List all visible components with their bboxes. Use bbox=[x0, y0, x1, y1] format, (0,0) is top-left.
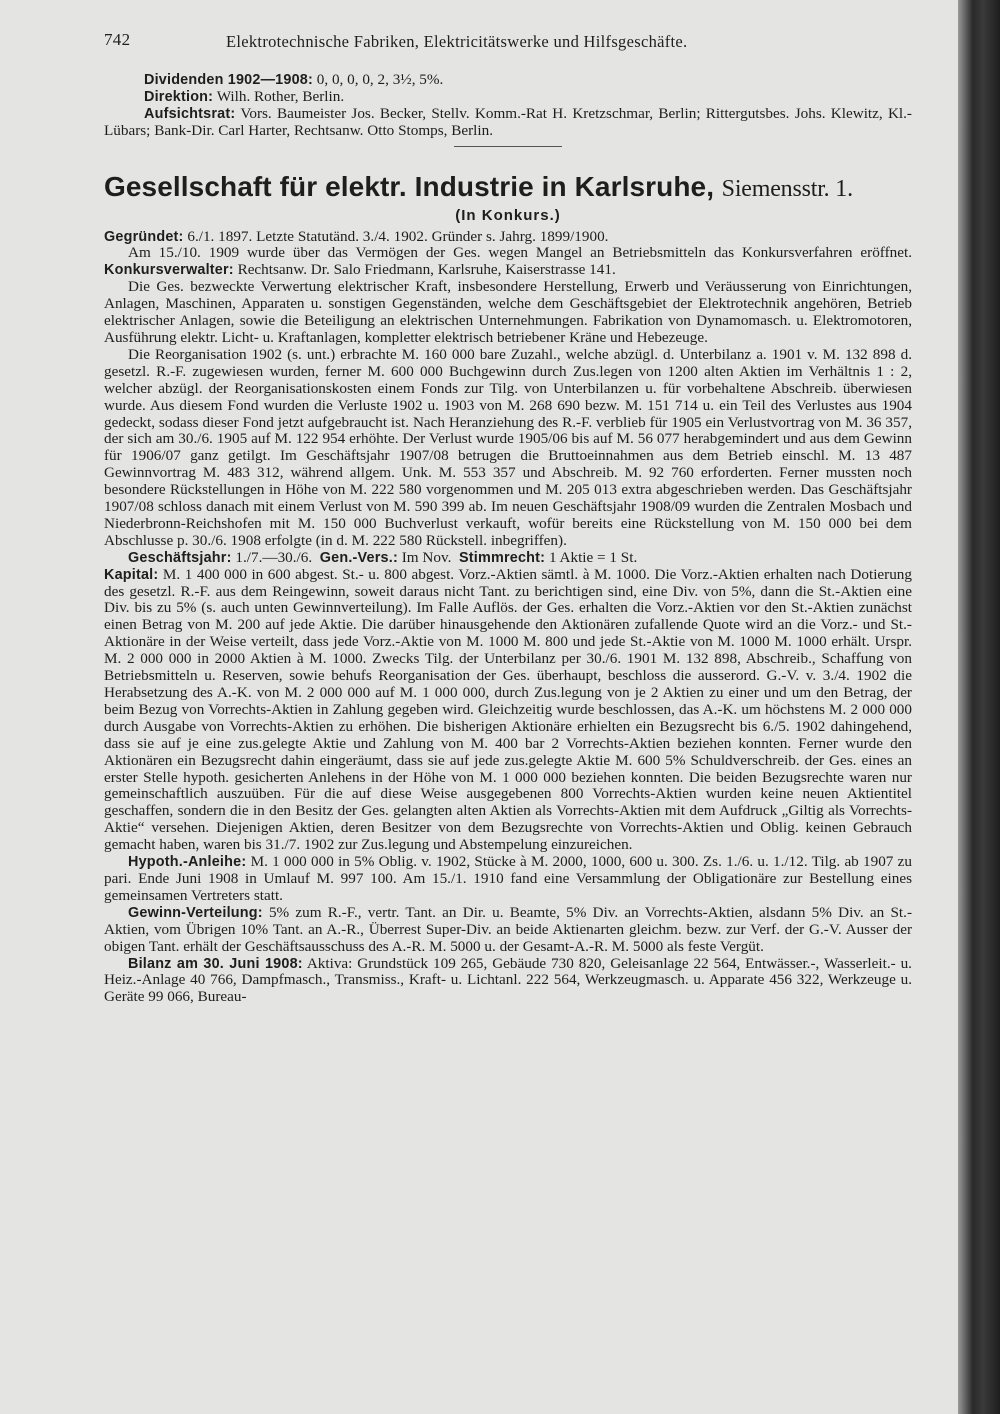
prev-aufsichtsrat bbox=[104, 106, 912, 140]
gewinn-label: Gewinn-Verteilung: bbox=[128, 904, 263, 921]
geschaeftsjahr-label: Geschäftsjahr: bbox=[128, 549, 232, 566]
dividenden-value: 0, 0, 0, 0, 2, 3½, 5%. bbox=[316, 71, 444, 88]
konkursverwalter-label: Konkursverwalter: bbox=[104, 262, 234, 279]
page-number: 742 bbox=[104, 30, 131, 49]
direktion-value: Wilh. Rother, Berlin. bbox=[216, 87, 345, 105]
company-name: Gesellschaft für elektr. Industrie in Karlsruhe, bbox=[104, 170, 715, 202]
gegruendet-label: Gegründet: bbox=[104, 228, 184, 245]
gewinn-paragraph bbox=[104, 905, 912, 956]
gewinn-text: 5% zum R.-F., vertr. Tant. an Dir. u. Beamte, 5% Div. an Vorrechts-Aktien, alsdann 5% Div. an St.-Aktien, vom Übrigen 10% Tant. an A.-R., Überrest Super-Div. an beide Aktienarten gleichm. bezw. zur Verf. der G.-V. Ausser der obigen Tant. erhält der Geschäftsausschuss des A.-R. M. 5000 u. der Gesamt-A.-R. M. 5000 als feste Vergüt. bbox=[104, 903, 912, 955]
text-column bbox=[104, 28, 912, 1006]
genvers-value: Im Nov. bbox=[401, 548, 452, 566]
dividenden-label: Dividenden 1902—1908: bbox=[144, 72, 313, 88]
aufsichtsrat-label: Aufsichtsrat: bbox=[144, 105, 236, 122]
company-address: Siemensstr. 1. bbox=[721, 175, 853, 202]
aufsichtsrat-value: Vors. Baumeister Jos. Becker, Stellv. Komm.-Rat H. Kretzschmar, Berlin; Rittergutsbes. Johs. Klewitz, Kl.-Lübars; Bank-Dir. Carl Harter, Rechtsanw. Otto Stomps, Berlin. bbox=[104, 104, 912, 139]
company-status: (In Konkurs.) bbox=[455, 206, 561, 224]
bilanz-paragraph bbox=[104, 956, 912, 1007]
running-header bbox=[104, 28, 912, 56]
bilanz-label: Bilanz am 30. Juni 1908: bbox=[128, 955, 303, 972]
kapital-text: M. 1 400 000 in 600 abgest. St.- u. 800 abgest. Vorz.-Aktien sämtl. à M. 1000. Die Vorz.-Aktien erhalten nach Dotierung des gesetzl. R.-F. aus dem Reingewinn, soweit daraus nicht Tant. zu berichtigen sind, eine Div. von 5%, dann die St.-Aktien eine Div. bis zu 5% (s. auch unten Gewinnverteilung). Im Falle Auflös. der Ges. erhalten die Vorz.-Aktien vor den St.-Aktien zunächst einen Betrag von M. 200 auf jede Aktie. Die darüber hinausgehende den Aktionären zufallende Quote wird an die Vorz.- und St.-Aktionäre in der Weise verteilt, dass jede Vorz.-Aktie von M. 1000 M. 800 und jede St.-Aktie von M. 1000 M. 1000 erhält. Urspr. M. 2 000 000 in 2000 Aktien à M. 1000. Zwecks Tilg. der Unterbilanz per 30./6. 1901 M. 132 898, Abschreib., Schaffung von Betriebsmitteln u. Reserven, sowie behufs Reorganisation der Ges. überhaupt, beschloss die ausserord. G.-V. v. 3./4. 1902 die Herabsetzung des A.-K. von M. 2 000 000 auf M. 1 000 000, durch Zus.legung von je 2 Aktien zu einer und um den Betrag, der beim Bezug von Vorrechts-Aktien in Zahlung gegeben wird. Gleichzeitig wurde beschlossen, das A.-K. um höchstens M. 2 000 000 durch Ausgabe von Vorrechts-Aktien zu erhöhen. Die bisherigen Aktionäre erhielten ein Bezugsrecht bis 6./5. 1902 dahingehend, dass sie auf je eine zus.gelegte Aktie und Zahlung von M. 400 bar 2 Vorrechts-Aktien beziehen konnten. Ferner wurde den Aktionären ein Bezugsrecht dahin eingeräumt, dass sie auf jede zus.gelegte Aktie M. 600 5% Schuldverschreib. der Ges. eines an erster Stelle hypoth. gesicherten Anlehens in der Höhe von M. 1 000 000 beziehen konnten. Die beiden Bezugsrechte waren nur gemeinschaftlich auszuüben. Für die auf diese Weise ausgegebenen 800 Vorrechts-Aktien wurden keine neuen Aktientitel geschaffen, sondern die in den Besitz der Ges. gelangten alten Aktien als Vorrechts-Aktien mit dem Aufdruck „Giltig als Vorrechts-Aktie“ versehen. Diejenigen Aktien, deren Besitzer von dem Bezugsrechte von Vorrechts-Aktien und Oblig. keinen Gebrauch gemacht haben, waren bis 31./7. 1902 zur Zus.legung und Abstempelung einzureichen. bbox=[104, 565, 912, 854]
kapital-paragraph bbox=[104, 567, 912, 854]
book-binding-edge bbox=[958, 0, 1000, 1414]
company-heading bbox=[104, 169, 912, 206]
geschaeftsjahr-value: 1./7.—30./6. bbox=[235, 548, 313, 566]
bilanz-text: Aktiva: Grundstück 109 265, Gebäude 730 820, Geleisanlage 22 564, Entwässer.-, Wasserleit.- u. Heiz.-Anlage 40 766, Dampfmasch., Transmiss., Kraft- u. Lichtanl. 222 564, Werkzeugmasch. u. Apparate 456 322, Werkzeuge u. Geräte 99 066, Bureau- bbox=[104, 954, 912, 1006]
gegruendet-line bbox=[104, 229, 912, 246]
zweck-paragraph: Die Ges. bezweckte Verwertung elektrischer Kraft, insbesondere Herstellung, Erwerb und Veräusserung von Einrichtungen, Anlagen, Maschinen, Apparaten u. sonstigen Gegenständen, welche dem Geschäftsgebiet der Elektrotechnik angehören, Betrieb elektrischer Anlagen, sowie die Beteiligung an elektrischen Unternehmungen. Fabrikation von Dynamomasch. u. Elektromotoren, Ausführung elektr. Licht- u. Kraftanlagen, kompletter elektrisch betriebener Kräne und Hebezeuge. bbox=[104, 278, 912, 346]
reorganisation-paragraph: Die Reorganisation 1902 (s. unt.) erbrachte M. 160 000 bare Zuzahl., welche abzügl. d. Unterbilanz a. 1901 v. M. 132 898 d. gesetzl. R.-F. zugewiesen wurden, ferner M. 600 000 Buchgewinn durch Zus.legen von 1200 alten Aktien im Verhältnis 1 : 2, welcher abzügl. der Reorganisationskosten einem Fonds zur Tilg. von Unterbilanzen u. für vorbehaltene Abschreib. überwiesen wurde. Aus diesem Fond wurden die Verluste 1902 u. 1903 von M. 268 690 bezw. M. 151 714 u. ein Teil des Verlustes aus 1904 gedeckt, sodass dieser Fond jetzt aufgebraucht ist. Nach Heranziehung des R.-F. verblieb für 1905 ein Verlustvortrag von M. 36 357, der sich am 30./6. 1905 auf M. 122 954 erhöhte. Der Verlust wurde 1905/06 bis auf M. 56 077 herabgemindert und aus dem Gewinn für 1906/07 ganz getilgt. Im Geschäftsjahr 1907/08 betrugen die Bruttoeinnahmen aus dem Betrieb einschl. M. 13 487 Gewinnvortrag M. 483 312, während allgem. Unk. M. 553 357 und Abschreib. M. 92 760 erforderten. Ferner mussten noch besondere Rückstellungen in Höhe von M. 222 580 vorgenommen und M. 205 013 extra abgeschrieben werden. Das Geschäftsjahr 1907/08 schloss danach mit einem Verlust von M. 590 399 ab. Im neuen Geschäftsjahr 1908/09 wurden die Zentralen Mosbach und Niederbronn-Reichshofen mit M. 150 000 Buchverlust verkauft, wofür bereits eine Rückstellung von M. 150 000 bei dem Abschlusse p. 30./6. 1908 erfolgte (in d. M. 222 580 Rückstell. inbegriffen). bbox=[104, 345, 912, 549]
konkurs-text: Am 15./10. 1909 wurde über das Vermögen der Ges. wegen Mangel an Betriebsmitteln das Konkursverfahren eröffnet. bbox=[128, 244, 912, 262]
konkurs-paragraph bbox=[104, 245, 912, 279]
running-title: Elektrotechnische Fabriken, Elektricitätswerke und Hilfsgeschäfte. bbox=[226, 32, 688, 51]
section-divider bbox=[454, 146, 562, 147]
genvers-label: Gen.-Vers.: bbox=[319, 549, 398, 566]
stimmrecht-value: 1 Aktie = 1 St. bbox=[548, 548, 638, 566]
stimmrecht-label: Stimmrecht: bbox=[458, 549, 546, 566]
hypoth-label: Hypoth.-Anleihe: bbox=[128, 854, 247, 871]
gegruendet-value: 6./1. 1897. Letzte Statutänd. 3./4. 1902. Gründer s. Jahrg. 1899/1900. bbox=[187, 227, 609, 245]
geschaeftsjahr-line bbox=[104, 550, 912, 567]
direktion-label: Direktion: bbox=[144, 88, 214, 105]
hypoth-paragraph bbox=[104, 854, 912, 905]
konkursverwalter-value: Rechtsanw. Dr. Salo Friedmann, Karlsruhe, Kaiserstrasse 141. bbox=[237, 261, 616, 279]
hypoth-text: M. 1 000 000 in 5% Oblig. v. 1902, Stücke à M. 2000, 1000, 600 u. 300. Zs. 1./6. u. 1./12. Tilg. ab 1907 zu pari. Ende Juni 1908 in Umlauf M. 997 100. Am 15./1. 1910 fand eine Versammlung der Obligationäre zur Bestellung eines gemeinsamen Vertreters statt. bbox=[104, 853, 912, 904]
kapital-label: Kapital: bbox=[104, 566, 159, 583]
prev-direktion bbox=[104, 89, 912, 106]
prev-dividenden bbox=[104, 72, 912, 89]
